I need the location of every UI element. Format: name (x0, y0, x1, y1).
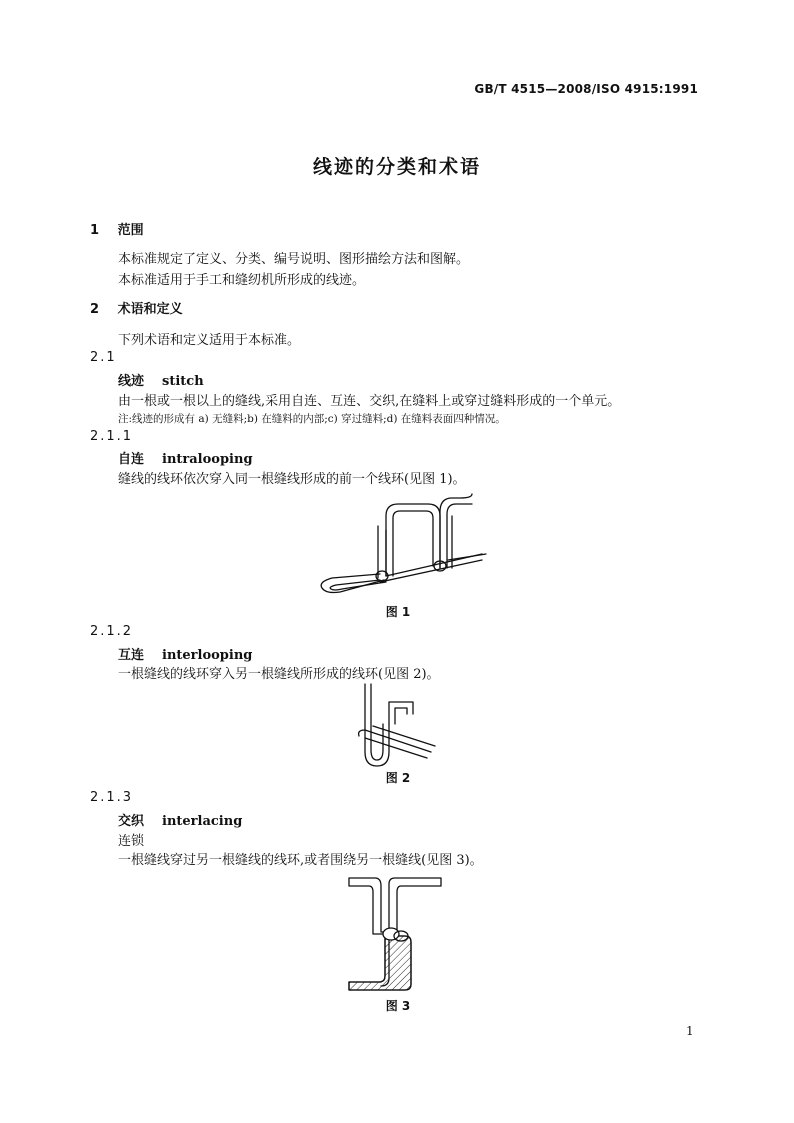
section-1-para-2: 本标准适用于手工和缝纫机所形成的线迹。 (118, 273, 366, 288)
term-english: stitch (162, 374, 204, 389)
clause-2-1-3-definition: 一根缝线穿过另一根缝线的线环,或者围绕另一根缝线(见图 3)。 (118, 853, 483, 868)
figure-1-intralooping-diagram (300, 490, 490, 602)
figure-2-interlooping-diagram (355, 684, 440, 769)
figure-3-interlacing-diagram (345, 874, 445, 996)
clause-2-1-1-definition: 缝线的线环依次穿入同一根缝线形成的前一个线环(见图 1)。 (118, 472, 466, 487)
section-1-para-1: 本标准规定了定义、分类、编号说明、图形描绘方法和图解。 (118, 252, 470, 267)
figure-1-caption: 图 1 (385, 605, 411, 619)
term-chinese: 线迹 (118, 374, 145, 389)
clause-2-1-3-number: 2.1.3 (90, 790, 134, 805)
section-1-title: 范围 (117, 223, 144, 238)
section-2-intro: 下列术语和定义适用于本标准。 (118, 333, 301, 348)
section-2-title: 术语和定义 (117, 302, 183, 317)
clause-2-1-term (118, 370, 204, 389)
clause-2-1-1-number: 2.1.1 (90, 429, 134, 444)
term-english: interlacing (162, 814, 243, 829)
section-2-number: 2 (90, 302, 100, 317)
clause-2-1-note: 注:线迹的形成有 a) 无缝料;b) 在缝料的内部;c) 穿过缝料;d) 在缝料表面四种情况。 (118, 413, 506, 425)
term-chinese: 互连 (118, 648, 145, 663)
document-title: 线迹的分类和术语 (312, 156, 481, 178)
clause-2-1-2-definition: 一根缝线的线环穿入另一根缝线所形成的线环(见图 2)。 (118, 667, 440, 682)
figure-3-caption: 图 3 (385, 999, 411, 1013)
section-1-heading (90, 219, 144, 238)
term-english: interlooping (162, 648, 253, 663)
clause-2-1-definition: 由一根或一根以上的缝线,采用自连、互连、交织,在缝料上或穿过缝料形成的一个单元。 (118, 394, 621, 409)
term-chinese: 交织 (118, 814, 145, 829)
standard-number: GB/T 4515—2008/ISO 4915:1991 (474, 82, 698, 96)
term-english: intralooping (162, 452, 253, 467)
clause-2-1-number: 2.1 (90, 350, 117, 365)
page-number: 1 (686, 1024, 694, 1038)
clause-2-1-3-synonym: 连锁 (118, 834, 145, 849)
figure-2-caption: 图 2 (385, 771, 411, 785)
term-chinese: 自连 (118, 452, 145, 467)
clause-2-1-3-term (118, 810, 242, 829)
clause-2-1-1-term (118, 448, 253, 467)
section-1-number: 1 (90, 223, 100, 238)
section-2-heading (90, 298, 183, 317)
clause-2-1-2-term (118, 644, 252, 663)
clause-2-1-2-number: 2.1.2 (90, 624, 134, 639)
